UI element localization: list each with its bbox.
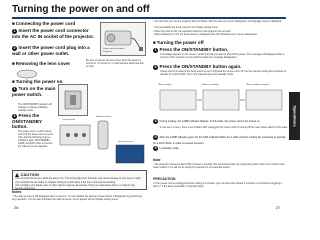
on-step-1 xyxy=(12,86,56,97)
page-number-left: 26 xyxy=(14,205,19,210)
power-cord-diagram xyxy=(100,22,146,56)
off-step-3-body: If you are in a hurry, there is no problem with unplugging the power cord or turning off the main power switch in this state. xyxy=(160,126,288,129)
top-bullet: • The first time you use the projector after purchase, after the start-up screen disappears, the language menu is displayed. xyxy=(153,20,287,23)
main-switch-diagram xyxy=(58,84,88,116)
connect-step-2-text: Insert the power cord plug into a wall or other power outlet. xyxy=(12,45,90,56)
timeline-label: When cooling completes xyxy=(246,84,270,86)
step-number: 2 xyxy=(154,65,157,69)
control-panel-label: Control panel xyxy=(62,119,76,121)
step-number: 2 xyxy=(13,46,16,50)
page-title: Turning the power on and off xyxy=(12,4,150,15)
off-step-1-text: Press the ON/STANDBY button. xyxy=(159,47,229,52)
caution-item: • Do not block the air intake or exhaust. Doing so could cause a fire due to internal overheating. xyxy=(15,181,143,184)
note-text: • The projector consumes about 5W of power in standby. We recommend that you unplug the power cord or turn off the main power switch if you will not be using the projector for an extended period. xyxy=(153,163,287,169)
off-step-2-text: Press the ON/STANDBY button again. xyxy=(159,64,242,69)
timeline-label: When cooling... xyxy=(158,84,174,86)
connecting-heading: ■ Connecting the power cord xyxy=(12,21,75,26)
startup-screen-label: Start-up screen xyxy=(118,141,133,143)
off-step-2-body: A beep sound is made (if the beep sound is set to ON) and the screen turns off, but the internal cooling fan continues to operate for a short while. Then, the projector goes into standby mode. xyxy=(160,70,287,77)
notes-item: • The start-up screen will disappear after a moment. You can disable the start-up screen before it disappears by performing any operation. You can also configure the start-up screen not to appear via the Display setting menu. xyxy=(12,195,145,201)
on-step-2-body: The power turns on with a beep sound (if the beep sound is set to ON), and the following 3 green indicators light: ON/STANDBY, LAMP, and FAN. After a moment, the start-up screen appears. xyxy=(18,130,54,149)
off-step-4-text: After the LAMP indicator goes off, the FAN indicator blinks for a while and the cooling fan continues to operate for a short while, in order to ensure recovery. xyxy=(153,136,286,146)
on-step-2 xyxy=(12,113,56,129)
diagram-label: Power cord (included) xyxy=(103,48,125,50)
turning-off-heading: ■ Turning the power off xyxy=(153,40,204,45)
removing-heading: ■ Removing the lens cover xyxy=(12,61,70,66)
step-number: 1 xyxy=(13,87,16,91)
top-bullet: • You can disable the beep sound in the Display setting menu. xyxy=(153,26,287,29)
timeline-label: When in standby... xyxy=(202,84,220,86)
off-step-1-body: A message appears on the screen, confirming that you want to shut off the power. The message will disappear after a moment. (The operation is not performed after the message disappears.) xyxy=(160,53,285,60)
top-bullet: • When Key lock is ON, the operation buttons of the projector do not work. xyxy=(153,30,287,33)
caution-box xyxy=(12,170,147,190)
removing-text: Be sure to remove the lens cover when the power is turned on. If it is left on, it could become deformed due to heat. xyxy=(86,59,144,69)
connect-step-1-text: Insert the power cord connector into the AC IN socket of the projector. xyxy=(12,28,95,39)
title-divider xyxy=(12,17,286,19)
on-step-2-text: Press the ON/STANDBY button. xyxy=(12,113,42,130)
caution-item: • Do not place your hands, face or other objects near the air exhaust. Doing so could cause burns, or objects may become deformed. xyxy=(15,184,143,190)
indicator-diagram xyxy=(158,88,284,114)
caution-title-text: CAUTION xyxy=(20,172,39,177)
on-step-1-body: The ON/STANDBY indicator will change to orange indicating standby mode. xyxy=(18,103,52,113)
off-step-3-text: During cooling, the LAMP indicator flashes. In this state, the power cannot be turned on. xyxy=(159,120,261,123)
step-number: 1 xyxy=(154,48,157,52)
step-number: 3 xyxy=(154,119,157,123)
remote-control-label: Remote control xyxy=(96,116,111,118)
side-tab-label: Operations xyxy=(292,105,297,127)
step-number: 5 xyxy=(154,146,157,150)
step-number: 1 xyxy=(13,29,16,33)
step-number: 2 xyxy=(13,114,16,118)
precaution-title: PRECAUTION xyxy=(153,177,176,181)
off-step-5 xyxy=(153,145,287,151)
section-side-tab xyxy=(289,92,300,140)
connect-step-1 xyxy=(12,28,96,39)
step-number: 4 xyxy=(154,135,157,139)
notes-title: Notes xyxy=(12,190,22,194)
lens-cover-illustration xyxy=(12,66,42,76)
on-step-1-text: Turn on the main power switch. xyxy=(12,86,56,97)
caution-item: • Do not look into the lens while the lamp is on. The strong light from the lamp may cause damage to your eyes or sight. xyxy=(15,177,143,180)
off-step-5-text: In standby mode. xyxy=(159,147,180,150)
note-title: Note xyxy=(153,158,161,162)
cooling-timeline xyxy=(158,84,284,116)
page-number-right: 27 xyxy=(276,205,281,210)
top-bullet: • When Password is ON, the input screen is displayed after the Password entry screen disappears. xyxy=(153,33,287,36)
turning-on-heading: ■ Turning the power on xyxy=(12,79,62,84)
warning-icon xyxy=(15,173,19,177)
connect-step-2 xyxy=(12,45,96,56)
precaution-text: • If the power cord is unplugged before cooling is complete, give the lamp time (about 5 minutes) to cool before plugging it back in. If the lamp overheats, it may fail to light. xyxy=(153,182,287,188)
off-step-3 xyxy=(153,118,287,124)
diagram-label-2: Projector xyxy=(103,51,112,53)
startup-diagram xyxy=(58,115,146,167)
